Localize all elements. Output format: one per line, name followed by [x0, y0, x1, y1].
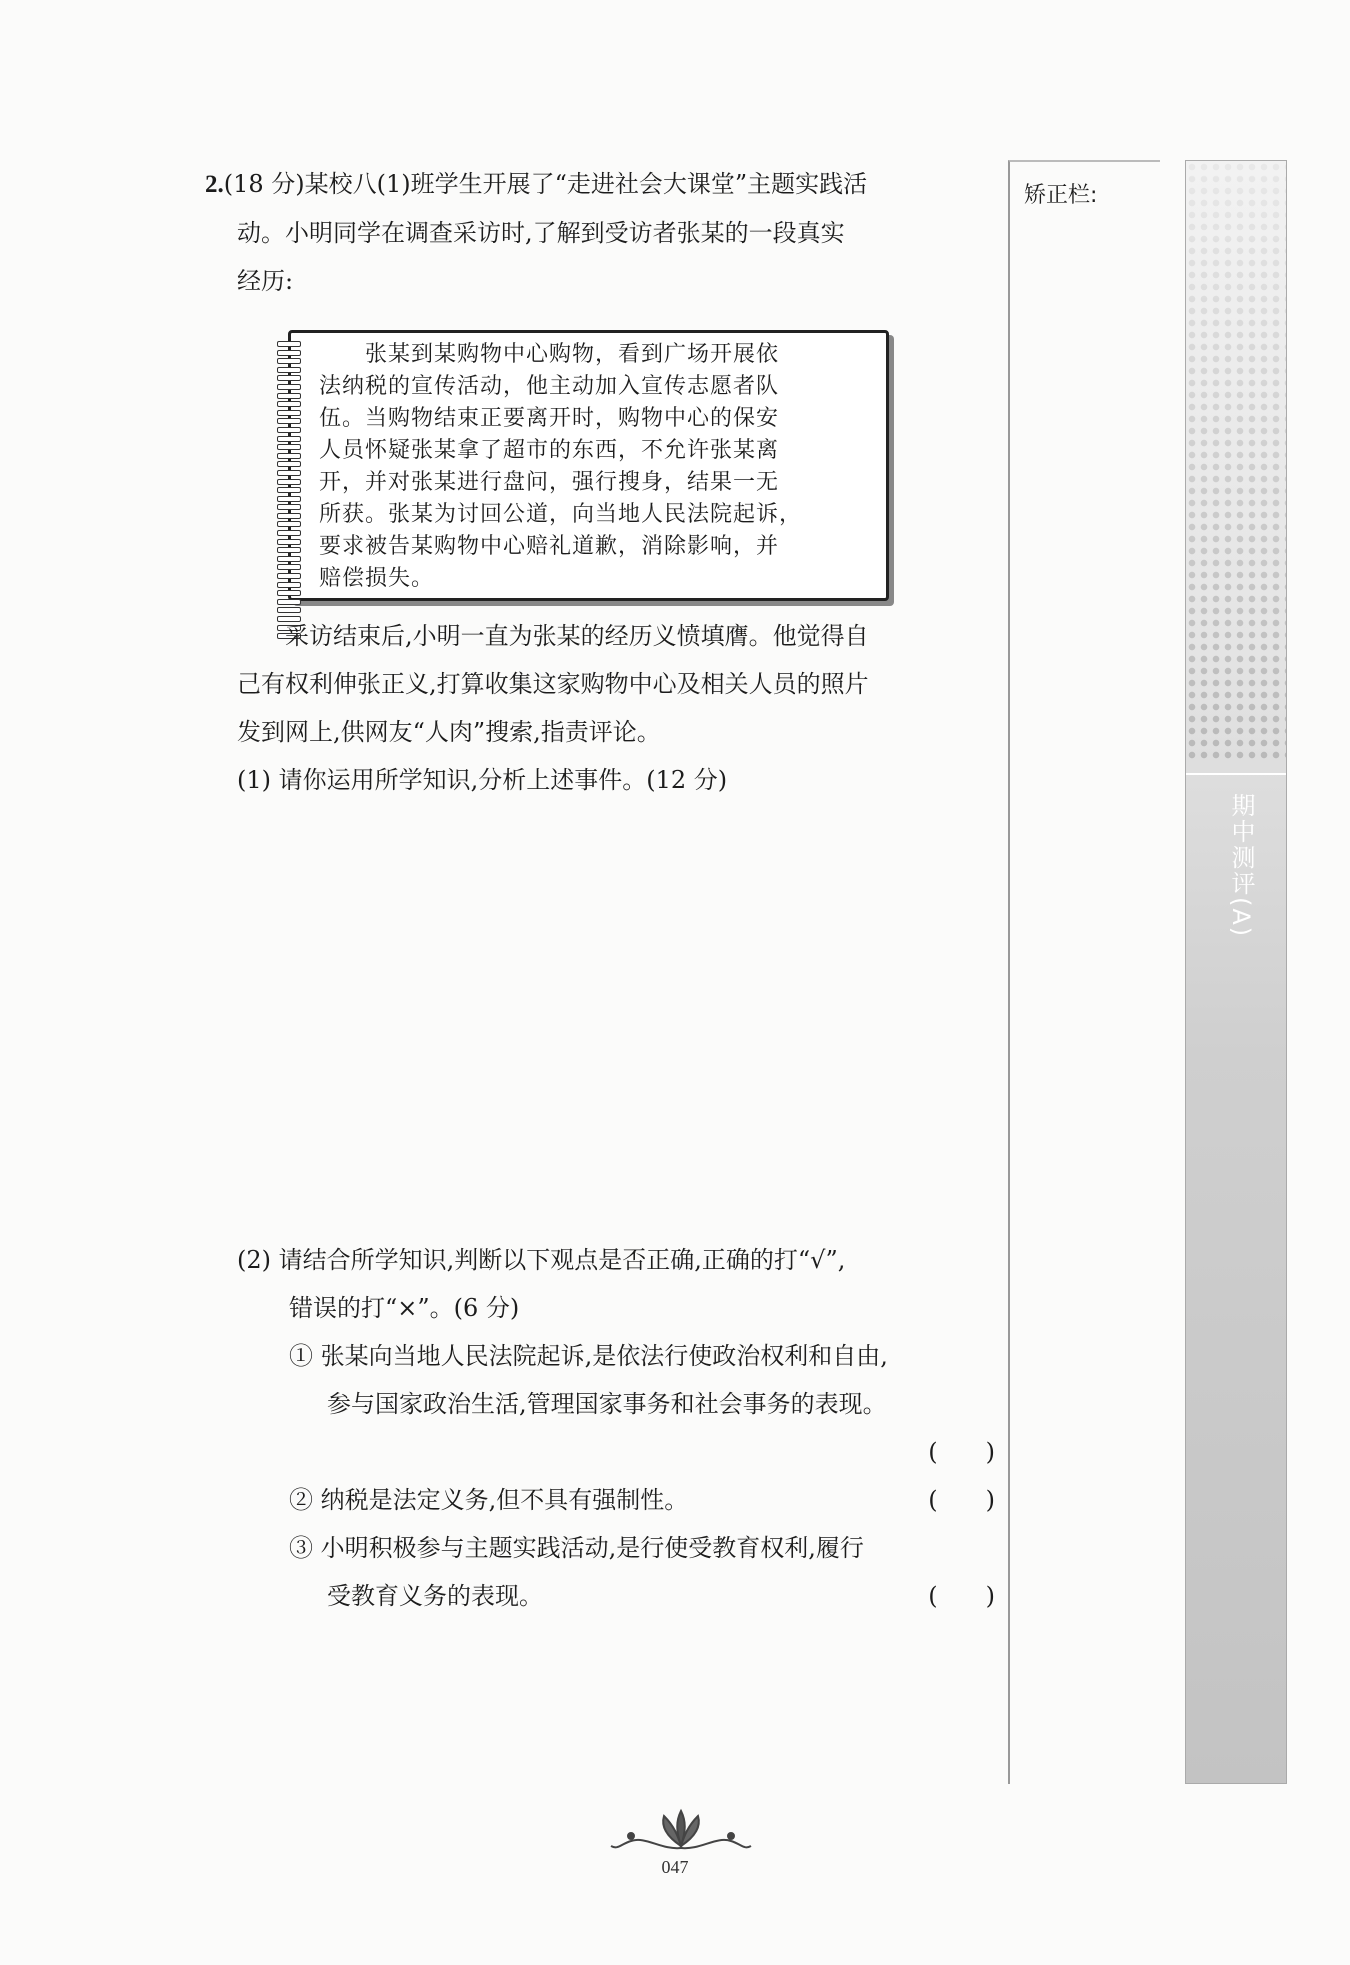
- side-tab-strip: [1185, 160, 1287, 1784]
- after-line-3: 发到网上,供网友“人肉”搜索,指责评论。: [237, 718, 661, 746]
- item-3-line-2: 受教育义务的表现。 ( ): [205, 1572, 995, 1620]
- floral-ornament-icon: [606, 1806, 756, 1856]
- tab-divider: [1186, 773, 1286, 775]
- item-1-line-2: 参与国家政治生活,管理国家事务和社会事务的表现。: [327, 1390, 887, 1418]
- after-line-2: 己有权利伸张正义,打算收集这家购物中心及相关人员的照片: [237, 670, 869, 698]
- sub-question-2: [205, 1236, 995, 1620]
- question-intro-line-3: 经历:: [237, 267, 294, 295]
- answer-blank[interactable]: ( ): [928, 1486, 995, 1514]
- sub-question-1: (1) 请你运用所学知识,分析上述事件。(12 分): [237, 766, 728, 794]
- notebook-line: 要求被告某购物中心赔礼道歉，消除影响，并: [319, 534, 780, 559]
- notebook-line: 法纳税的宣传活动，他主动加入宣传志愿者队: [319, 374, 780, 399]
- correction-column: [1008, 160, 1160, 1784]
- section-tab-label: 期中测评(A): [1227, 793, 1255, 939]
- answer-blank[interactable]: ( ): [928, 1438, 995, 1466]
- question-intro-line-1: 2.(18 分)某校八(1)班学生开展了“走进社会大课堂”主题实践活: [205, 170, 868, 198]
- sub2-line-1: (2) 请结合所学知识,判断以下观点是否正确,正确的打“√”,: [237, 1246, 846, 1274]
- spiral-binding-icon: [277, 341, 301, 591]
- notebook-line: 赔偿损失。: [319, 566, 435, 591]
- question-2: [205, 160, 995, 305]
- notebook-text: [319, 339, 876, 595]
- notebook-line: 伍。当购物结束正要离开时，购物中心的保安: [319, 406, 780, 431]
- question-after-text: [205, 612, 995, 804]
- halftone-pattern: [1186, 161, 1286, 761]
- notebook-line: 人员怀疑张某拿了超市的东西，不允许张某离: [319, 438, 780, 463]
- sub2-line-2: 错误的打“×”。(6 分): [289, 1294, 520, 1322]
- page-number: 047: [661, 1857, 689, 1877]
- item-3-line-1: ③ 小明积极参与主题实践活动,是行使受教育权利,履行: [289, 1534, 864, 1562]
- notebook-excerpt: [288, 330, 889, 601]
- answer-blank[interactable]: ( ): [928, 1582, 995, 1610]
- after-line-1: 采访结束后,小明一直为张某的经历义愤填膺。他觉得自: [285, 622, 869, 650]
- correction-label: 矫正栏:: [1024, 183, 1098, 208]
- item-1-answer-row: [205, 1428, 995, 1476]
- item-2-line-1: ② 纳税是法定义务,但不具有强制性。 ( ): [205, 1476, 995, 1524]
- question-intro-line-2: 动。小明同学在调查采访时,了解到受访者张某的一段真实: [237, 219, 845, 247]
- question-number: 2.: [205, 171, 224, 198]
- notebook-line: 所获。张某为讨回公道，向当地人民法院起诉，: [319, 502, 803, 527]
- item-1-line-1: ① 张某向当地人民法院起诉,是依法行使政治权利和自由,: [289, 1342, 888, 1370]
- notebook-line: 张某到某购物中心购物，看到广场开展依: [319, 342, 780, 367]
- notebook-line: 开，并对张某进行盘问，强行搜身，结果一无: [319, 470, 780, 495]
